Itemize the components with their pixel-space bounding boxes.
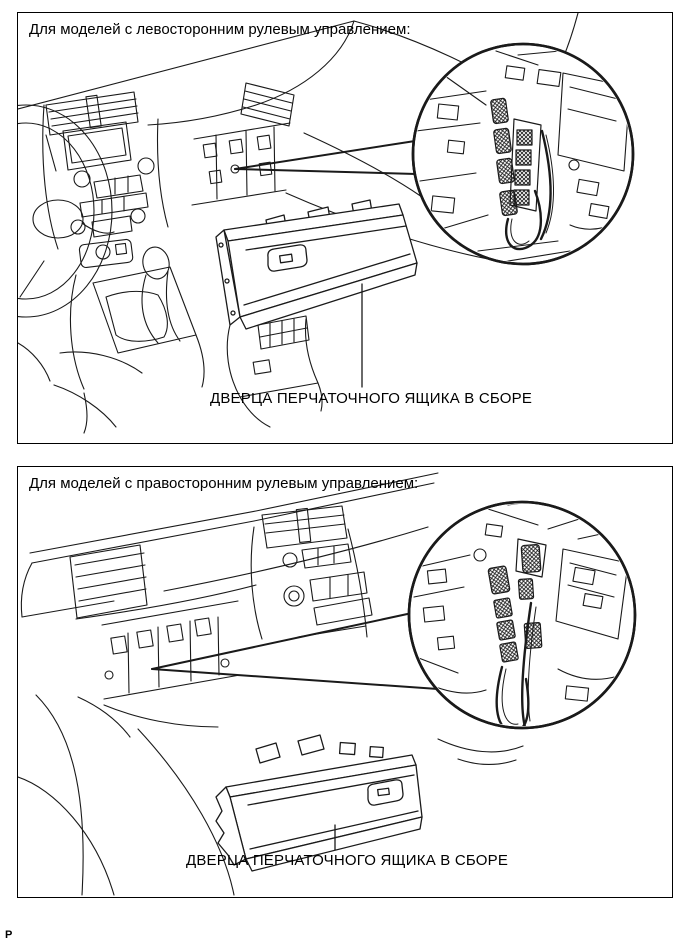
part-label-glove-box-door: ДВЕРЦА ПЕРЧАТОЧНОГО ЯЩИКА В СБОРЕ (209, 390, 533, 407)
magnified-detail-circle (409, 499, 635, 762)
magnifier-beam (235, 141, 416, 174)
panel-caption: Для моделей с левосторонним рулевым управлением: (29, 21, 411, 38)
under-circle-structure (438, 739, 523, 764)
panel-caption: Для моделей с правосторонним рулевым управлением: (29, 475, 419, 492)
windshield-lines (21, 473, 438, 619)
glove-box-door (216, 200, 417, 329)
lower-console-vent (227, 316, 322, 427)
glove-box-door (216, 735, 422, 871)
center-stack (251, 506, 372, 639)
steering-wheel (18, 105, 114, 317)
part-label-glove-box-door: ДВЕРЦА ПЕРЧАТОЧНОГО ЯЩИКА В СБОРЕ (185, 852, 509, 869)
panel-right-hand-drive (17, 466, 673, 898)
magnifier-beam (152, 613, 438, 689)
magnified-detail-circle (413, 44, 633, 264)
lhd-dashboard-illustration (18, 13, 672, 443)
page-marker: P (5, 929, 13, 941)
console-and-shifter (18, 239, 204, 433)
rhd-dashboard-illustration (18, 467, 672, 896)
dash-corner-vent (241, 83, 294, 126)
panel-left-hand-drive (17, 12, 673, 444)
